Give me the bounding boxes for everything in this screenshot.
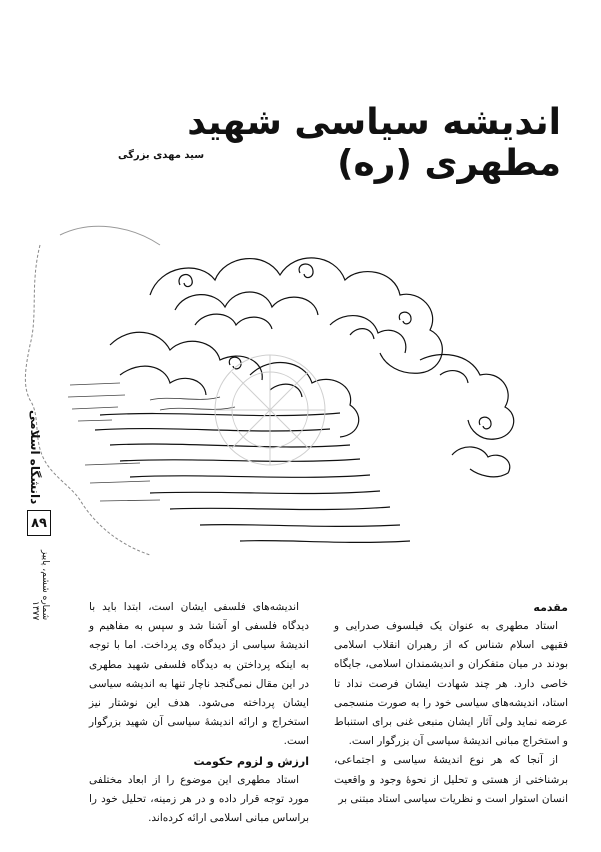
paragraph: استاد مطهری به عنوان یک فیلسوف صدرایی و فقیهی اسلام شناس که از رهبران انقلاب اسلامی بودند در میان متفکران و اندیشمندان اسلامی، جایگاه خاصی دارد. هر چند شهادت ایشان فرصت نداد تا استاد، اندیشه‌های سیاسی خود را به صورت منسجمی عرضه نماید ولی آثار ایشان منبعی غنی برای استنباط و استخراج مبانی اندیشهٔ سیاسی آن بزرگوار است. xyxy=(334,620,568,748)
page-number: ۸۹ xyxy=(27,510,51,536)
left-column xyxy=(89,598,309,828)
section-heading-government: ارزش و لزوم حکومت xyxy=(193,754,309,768)
paragraph: استاد مطهری این موضوع را از ابعاد مختلفی مورد توجه قرار داده و در هر زمینه، تحلیل خود را براساس مبانی اسلامی ارائه کرده‌اند. xyxy=(89,773,309,825)
author-name: سید مهدی بزرگی xyxy=(118,150,205,161)
issue-info: شماره ششم، پاییز ۱۳۷۷ xyxy=(30,549,50,620)
magazine-name: دانشگاه اسلامی xyxy=(28,410,42,505)
article-title: اندیشه سیاسی شهید مطهری (ره) xyxy=(187,102,561,184)
cloud-portrait-illustration xyxy=(0,225,601,610)
paragraph: از آنجا که هر نوع اندیشهٔ سیاسی و اجتماعی، برشناختی از هستی و تحلیل از نحوهٔ وجود و واقعیت انسان استوار است و نظریات سیاسی استاد مبتنی بر xyxy=(334,754,568,805)
right-column xyxy=(334,598,568,809)
watermark-emblem xyxy=(215,355,325,465)
page-sidebar xyxy=(24,410,54,620)
section-heading-intro: مقدمه xyxy=(533,601,568,614)
paragraph: اندیشه‌های فلسفی ایشان است، ابتدا باید با دیدگاه فلسفی او آشنا شد و سپس به مفاهیم و اندیشهٔ سیاسی از دیدگاه وی پرداخت. اما با توجه به اینکه پرداختن به دیدگاه فلسفی شهید مطهری در این مقال نمی‌گنجد ناچار تنها به اندیشه سیاسی ایشان پرداخته می‌شود. هدف این نوشتار نیز استخراج و ارائه اندیشهٔ سیاسی آن شهید بزرگوار است. xyxy=(89,601,309,748)
